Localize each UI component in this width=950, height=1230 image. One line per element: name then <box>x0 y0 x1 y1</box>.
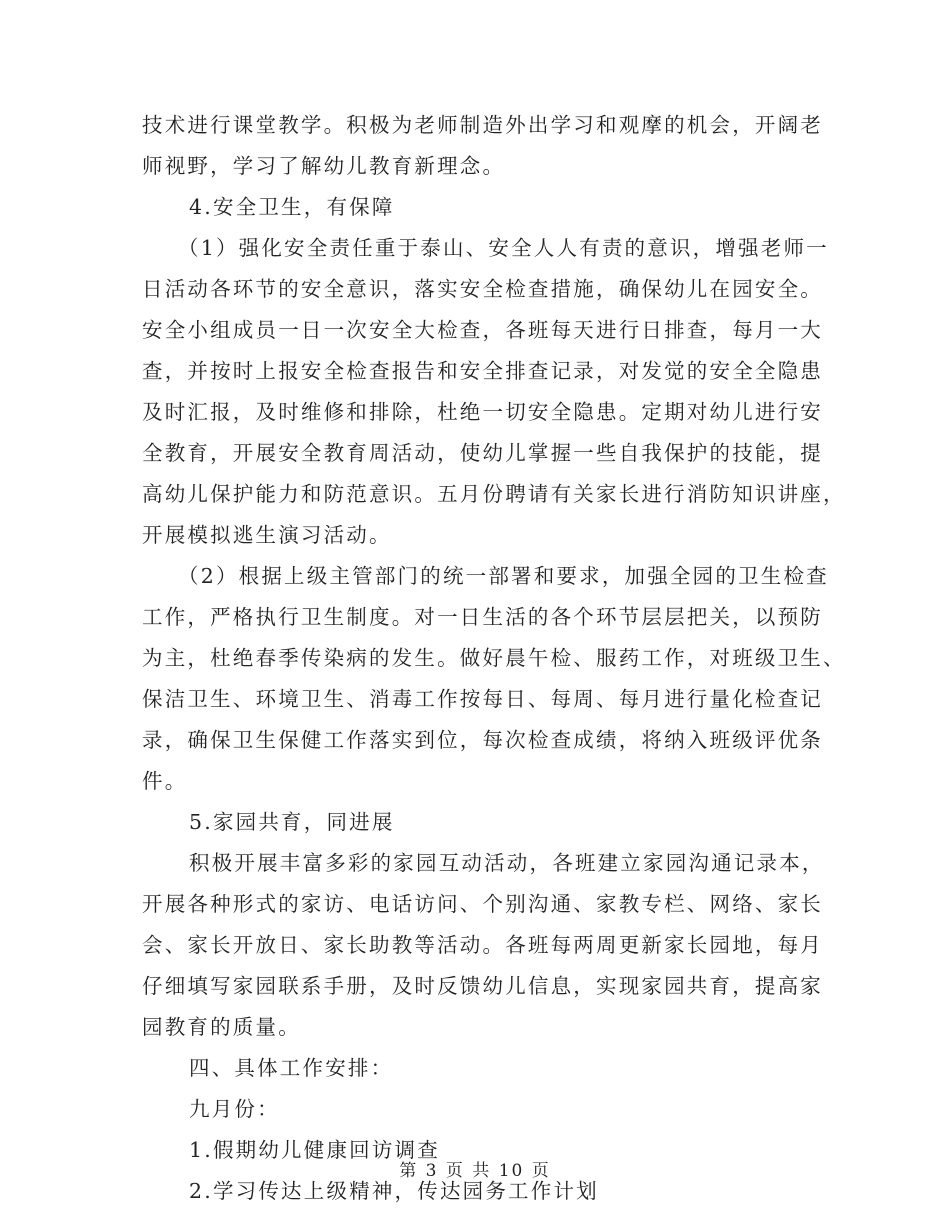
text-line: 全教育，开展安全教育周活动，使幼儿掌握一些自我保护的技能，提 <box>142 441 823 465</box>
text-line: 仔细填写家园联系手册，及时反馈幼儿信息，实现家园共育，提高家 <box>142 974 823 998</box>
text-line: 录，确保卫生保健工作落实到位，每次检查成绩，将纳入班级评优条 <box>142 728 823 752</box>
text-line: 开展模拟逃生演习活动。 <box>142 523 392 547</box>
page-number-footer: 第 3 页 共 10 页 <box>399 1161 551 1181</box>
text-line: 园教育的质量。 <box>142 1015 301 1039</box>
text-line: 师视野，学习了解幼儿教育新理念。 <box>142 154 506 178</box>
section-heading-home-school: 5.家园共育，同进展 <box>189 810 395 834</box>
text-line: （1）强化安全责任重于泰山、安全人人有责的意识，增强老师一 <box>178 236 829 260</box>
text-line: 及时汇报，及时维修和排除，杜绝一切安全隐患。定期对幼儿进行安 <box>142 400 823 424</box>
text-line: 日活动各环节的安全意识，落实安全检查措施，确保幼儿在园安全。 <box>142 277 823 301</box>
text-line: 保洁卫生、环境卫生、消毒工作按每日、每周、每月进行量化检查记 <box>142 687 823 711</box>
document-body <box>142 105 846 1212</box>
text-line: （2）根据上级主管部门的统一部署和要求，加强全园的卫生检查 <box>178 564 829 588</box>
text-line: 积极开展丰富多彩的家园互动活动，各班建立家园沟通记录本， <box>189 851 825 875</box>
list-item: 1.假期幼儿健康回访调查 <box>189 1138 440 1162</box>
section-heading-work-plan: 四、具体工作安排： <box>189 1056 394 1080</box>
text-line: 为主，杜绝春季传染病的发生。做好晨午检、服药工作，对班级卫生、 <box>142 646 846 670</box>
text-line: 开展各种形式的家访、电话访问、个别沟通、家教专栏、网络、家长 <box>142 892 823 916</box>
text-line: 查，并按时上报安全检查报告和安全排查记录，对发觉的安全全隐患 <box>142 359 823 383</box>
text-line: 技术进行课堂教学。积极为老师制造外出学习和观摩的机会，开阔老 <box>142 113 823 137</box>
month-heading: 九月份： <box>189 1097 280 1121</box>
section-heading-safety: 4.安全卫生，有保障 <box>189 195 395 219</box>
text-line: 高幼儿保护能力和防范意识。五月份聘请有关家长进行消防知识讲座， <box>142 482 846 506</box>
list-item: 2.学习传达上级精神，传达园务工作计划 <box>189 1179 599 1203</box>
text-line: 安全小组成员一日一次安全大检查，各班每天进行日排查，每月一大 <box>142 318 823 342</box>
text-line: 会、家长开放日、家长助教等活动。各班每两周更新家长园地，每月 <box>142 933 823 957</box>
text-line: 工作，严格执行卫生制度。对一日生活的各个环节层层把关，以预防 <box>142 605 823 629</box>
text-line: 件。 <box>142 769 188 793</box>
